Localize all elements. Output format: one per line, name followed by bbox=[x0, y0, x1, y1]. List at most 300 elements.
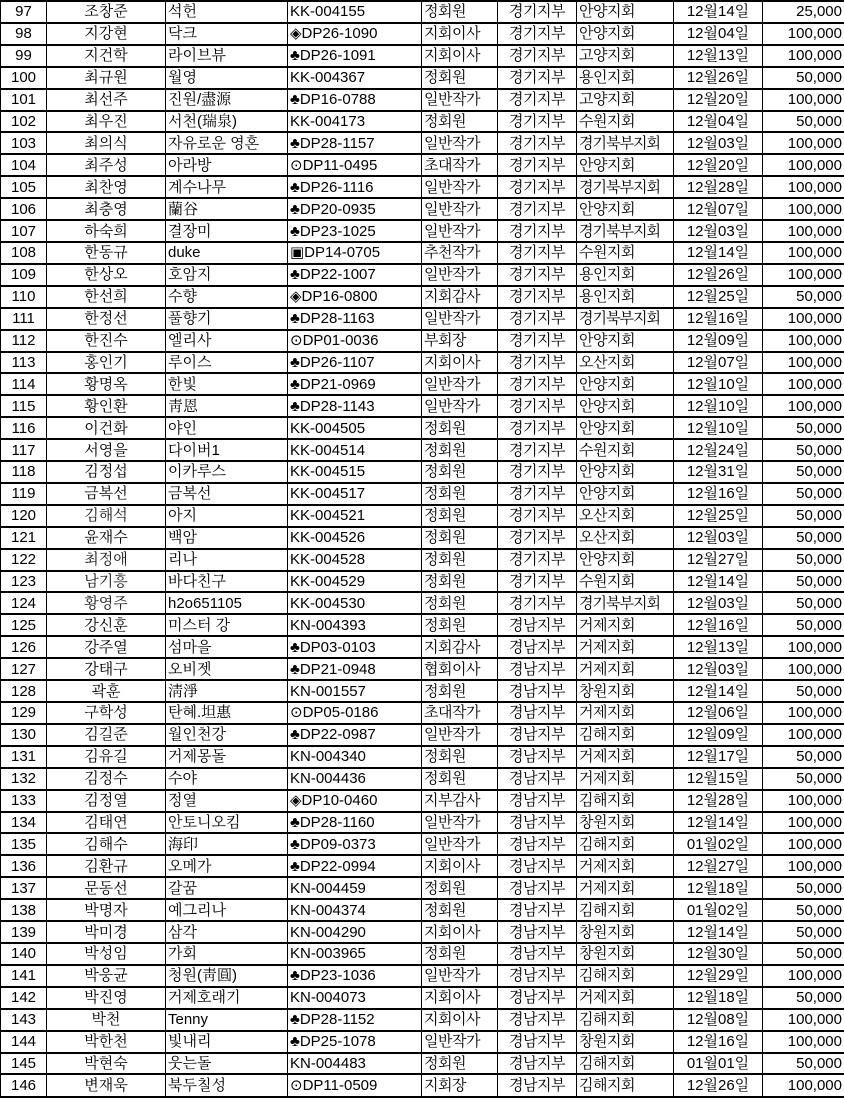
cell-name: 지강현 bbox=[47, 23, 166, 45]
cell-region: 경남지부 bbox=[498, 724, 577, 746]
table-row bbox=[1, 1074, 844, 1097]
cell-amount: 50,000 bbox=[763, 987, 844, 1009]
cell-id: ♣DP22-0987 bbox=[288, 724, 422, 746]
table-row bbox=[1, 1, 844, 23]
cell-name: 김정열 bbox=[47, 790, 166, 812]
cell-region: 경기지부 bbox=[498, 242, 577, 264]
cell-no: 98 bbox=[1, 23, 47, 45]
cell-grade: 부회장 bbox=[422, 330, 498, 352]
cell-branch: 오산지회 bbox=[577, 352, 674, 374]
cell-region: 경남지부 bbox=[498, 1053, 577, 1075]
cell-no: 123 bbox=[1, 571, 47, 593]
cell-grade: 초대작가 bbox=[422, 702, 498, 724]
cell-region: 경기지부 bbox=[498, 330, 577, 352]
table-row bbox=[1, 417, 844, 439]
cell-no: 101 bbox=[1, 89, 47, 111]
cell-name: 박명자 bbox=[47, 899, 166, 921]
cell-no: 97 bbox=[1, 1, 47, 23]
cell-region: 경남지부 bbox=[498, 921, 577, 943]
cell-no: 135 bbox=[1, 833, 47, 855]
cell-date: 12월16일 bbox=[674, 1031, 763, 1053]
table-row bbox=[1, 461, 844, 483]
cell-nick: 빛내리 bbox=[166, 1031, 288, 1053]
table-row bbox=[1, 987, 844, 1009]
cell-date: 12월09일 bbox=[674, 330, 763, 352]
table-row bbox=[1, 833, 844, 855]
cell-grade: 지회이사 bbox=[422, 45, 498, 67]
cell-no: 108 bbox=[1, 242, 47, 264]
cell-branch: 고양지회 bbox=[577, 45, 674, 67]
cell-grade: 일반작가 bbox=[422, 308, 498, 330]
cell-nick: 갈꿈 bbox=[166, 877, 288, 899]
cell-date: 12월03일 bbox=[674, 132, 763, 154]
cell-region: 경기지부 bbox=[498, 439, 577, 461]
cell-branch: 거제지회 bbox=[577, 702, 674, 724]
cell-no: 127 bbox=[1, 658, 47, 680]
cell-region: 경기지부 bbox=[498, 132, 577, 154]
cell-grade: 정회원 bbox=[422, 505, 498, 527]
cell-region: 경기지부 bbox=[498, 373, 577, 395]
cell-branch: 김해지회 bbox=[577, 965, 674, 987]
cell-amount: 50,000 bbox=[763, 111, 844, 133]
cell-nick: 가회 bbox=[166, 943, 288, 965]
cell-branch: 오산지회 bbox=[577, 505, 674, 527]
cell-date: 12월13일 bbox=[674, 45, 763, 67]
cell-date: 01월01일 bbox=[674, 1053, 763, 1075]
cell-id: ♣DP20-0935 bbox=[288, 198, 422, 220]
table-row bbox=[1, 899, 844, 921]
table-row bbox=[1, 176, 844, 198]
cell-date: 12월07일 bbox=[674, 198, 763, 220]
member-table-body bbox=[1, 1, 844, 1097]
cell-grade: 정회원 bbox=[422, 527, 498, 549]
cell-branch: 창원지회 bbox=[577, 812, 674, 834]
cell-nick: 엘리사 bbox=[166, 330, 288, 352]
cell-branch: 김해지회 bbox=[577, 1074, 674, 1097]
cell-no: 125 bbox=[1, 614, 47, 636]
cell-nick: 월인천강 bbox=[166, 724, 288, 746]
cell-branch: 창원지회 bbox=[577, 943, 674, 965]
cell-nick: 靑恩 bbox=[166, 395, 288, 417]
cell-amount: 50,000 bbox=[763, 527, 844, 549]
cell-amount: 100,000 bbox=[763, 812, 844, 834]
cell-no: 141 bbox=[1, 965, 47, 987]
cell-name: 한선희 bbox=[47, 286, 166, 308]
cell-nick: duke bbox=[166, 242, 288, 264]
cell-grade: 지회이사 bbox=[422, 987, 498, 1009]
cell-region: 경기지부 bbox=[498, 176, 577, 198]
cell-id: ♣DP03-0103 bbox=[288, 636, 422, 658]
cell-branch: 경기북부지회 bbox=[577, 592, 674, 614]
cell-region: 경기지부 bbox=[498, 111, 577, 133]
cell-grade: 정회원 bbox=[422, 549, 498, 571]
cell-no: 104 bbox=[1, 154, 47, 176]
cell-nick: h2o651105 bbox=[166, 592, 288, 614]
cell-branch: 안양지회 bbox=[577, 154, 674, 176]
cell-nick: 닥크 bbox=[166, 23, 288, 45]
cell-name: 구학성 bbox=[47, 702, 166, 724]
cell-no: 113 bbox=[1, 352, 47, 374]
cell-branch: 안양지회 bbox=[577, 549, 674, 571]
cell-region: 경남지부 bbox=[498, 1009, 577, 1031]
cell-id: ♣DP22-0994 bbox=[288, 855, 422, 877]
table-row bbox=[1, 286, 844, 308]
cell-name: 최우진 bbox=[47, 111, 166, 133]
cell-region: 경남지부 bbox=[498, 1074, 577, 1097]
table-row bbox=[1, 812, 844, 834]
cell-date: 12월16일 bbox=[674, 614, 763, 636]
table-row bbox=[1, 220, 844, 242]
cell-id: KK-004530 bbox=[288, 592, 422, 614]
cell-amount: 50,000 bbox=[763, 461, 844, 483]
table-row bbox=[1, 198, 844, 220]
table-row bbox=[1, 1031, 844, 1053]
cell-name: 최주성 bbox=[47, 154, 166, 176]
cell-region: 경기지부 bbox=[498, 571, 577, 593]
cell-name: 남기흥 bbox=[47, 571, 166, 593]
cell-nick: 거제호래기 bbox=[166, 987, 288, 1009]
cell-grade: 정회원 bbox=[422, 417, 498, 439]
cell-name: 한동규 bbox=[47, 242, 166, 264]
cell-id: ◈DP26-1090 bbox=[288, 23, 422, 45]
table-row bbox=[1, 264, 844, 286]
cell-grade: 지회장 bbox=[422, 1074, 498, 1097]
cell-date: 12월13일 bbox=[674, 636, 763, 658]
table-row bbox=[1, 1053, 844, 1075]
cell-region: 경남지부 bbox=[498, 746, 577, 768]
cell-name: 강신훈 bbox=[47, 614, 166, 636]
cell-date: 12월30일 bbox=[674, 943, 763, 965]
cell-grade: 일반작가 bbox=[422, 724, 498, 746]
cell-region: 경기지부 bbox=[498, 154, 577, 176]
cell-date: 12월14일 bbox=[674, 812, 763, 834]
cell-amount: 100,000 bbox=[763, 198, 844, 220]
cell-amount: 100,000 bbox=[763, 1009, 844, 1031]
cell-grade: 지회감사 bbox=[422, 286, 498, 308]
cell-id: ♣DP22-1007 bbox=[288, 264, 422, 286]
cell-grade: 일반작가 bbox=[422, 132, 498, 154]
cell-grade: 일반작가 bbox=[422, 833, 498, 855]
cell-nick: 다이버1 bbox=[166, 439, 288, 461]
cell-branch: 안양지회 bbox=[577, 461, 674, 483]
cell-amount: 100,000 bbox=[763, 395, 844, 417]
cell-id: ♣DP28-1143 bbox=[288, 395, 422, 417]
cell-grade: 정회원 bbox=[422, 899, 498, 921]
cell-id: KK-004529 bbox=[288, 571, 422, 593]
cell-id: KK-004155 bbox=[288, 1, 422, 23]
cell-grade: 정회원 bbox=[422, 943, 498, 965]
cell-grade: 정회원 bbox=[422, 439, 498, 461]
table-row bbox=[1, 132, 844, 154]
cell-name: 이건화 bbox=[47, 417, 166, 439]
table-row bbox=[1, 921, 844, 943]
cell-nick: 오메가 bbox=[166, 855, 288, 877]
table-row bbox=[1, 768, 844, 790]
cell-id: KK-004517 bbox=[288, 483, 422, 505]
cell-region: 경기지부 bbox=[498, 67, 577, 89]
cell-no: 134 bbox=[1, 812, 47, 834]
cell-date: 12월20일 bbox=[674, 154, 763, 176]
cell-region: 경기지부 bbox=[498, 198, 577, 220]
cell-date: 12월10일 bbox=[674, 417, 763, 439]
cell-amount: 100,000 bbox=[763, 89, 844, 111]
cell-id: KK-004514 bbox=[288, 439, 422, 461]
table-row bbox=[1, 373, 844, 395]
cell-amount: 100,000 bbox=[763, 1074, 844, 1097]
cell-date: 12월26일 bbox=[674, 264, 763, 286]
cell-region: 경남지부 bbox=[498, 1031, 577, 1053]
cell-amount: 50,000 bbox=[763, 680, 844, 702]
table-row bbox=[1, 395, 844, 417]
cell-nick: 계수나무 bbox=[166, 176, 288, 198]
cell-date: 12월27일 bbox=[674, 549, 763, 571]
cell-name: 강주열 bbox=[47, 636, 166, 658]
cell-region: 경남지부 bbox=[498, 614, 577, 636]
cell-date: 12월03일 bbox=[674, 658, 763, 680]
cell-region: 경남지부 bbox=[498, 812, 577, 834]
cell-amount: 50,000 bbox=[763, 899, 844, 921]
cell-no: 145 bbox=[1, 1053, 47, 1075]
cell-no: 99 bbox=[1, 45, 47, 67]
cell-date: 12월26일 bbox=[674, 1074, 763, 1097]
cell-amount: 25,000 bbox=[763, 1, 844, 23]
cell-id: KK-004505 bbox=[288, 417, 422, 439]
cell-grade: 정회원 bbox=[422, 746, 498, 768]
cell-nick: 서천(瑞泉) bbox=[166, 111, 288, 133]
cell-date: 12월03일 bbox=[674, 220, 763, 242]
table-row bbox=[1, 571, 844, 593]
table-row bbox=[1, 154, 844, 176]
cell-nick: 미스터 강 bbox=[166, 614, 288, 636]
cell-id: ♣DP09-0373 bbox=[288, 833, 422, 855]
cell-region: 경남지부 bbox=[498, 702, 577, 724]
cell-branch: 김해지회 bbox=[577, 1053, 674, 1075]
cell-grade: 지회이사 bbox=[422, 921, 498, 943]
cell-name: 박미경 bbox=[47, 921, 166, 943]
cell-grade: 협회이사 bbox=[422, 658, 498, 680]
cell-date: 12월14일 bbox=[674, 1, 763, 23]
cell-branch: 거제지회 bbox=[577, 855, 674, 877]
cell-no: 142 bbox=[1, 987, 47, 1009]
cell-id: KK-004367 bbox=[288, 67, 422, 89]
table-row bbox=[1, 308, 844, 330]
cell-nick: 淸淨 bbox=[166, 680, 288, 702]
cell-branch: 경기북부지회 bbox=[577, 308, 674, 330]
cell-name: 윤재수 bbox=[47, 527, 166, 549]
cell-date: 12월04일 bbox=[674, 23, 763, 45]
cell-name: 홍인기 bbox=[47, 352, 166, 374]
cell-no: 137 bbox=[1, 877, 47, 899]
table-row bbox=[1, 724, 844, 746]
table-row bbox=[1, 855, 844, 877]
table-row bbox=[1, 505, 844, 527]
cell-id: KN-004290 bbox=[288, 921, 422, 943]
cell-date: 12월29일 bbox=[674, 965, 763, 987]
cell-nick: 이카루스 bbox=[166, 461, 288, 483]
cell-no: 140 bbox=[1, 943, 47, 965]
cell-no: 129 bbox=[1, 702, 47, 724]
cell-branch: 창원지회 bbox=[577, 921, 674, 943]
cell-grade: 정회원 bbox=[422, 111, 498, 133]
cell-branch: 오산지회 bbox=[577, 527, 674, 549]
cell-branch: 김해지회 bbox=[577, 1009, 674, 1031]
table-row bbox=[1, 614, 844, 636]
cell-branch: 안양지회 bbox=[577, 330, 674, 352]
cell-no: 132 bbox=[1, 768, 47, 790]
cell-amount: 100,000 bbox=[763, 352, 844, 374]
cell-id: ♣DP26-1107 bbox=[288, 352, 422, 374]
cell-name: 강태구 bbox=[47, 658, 166, 680]
table-row bbox=[1, 680, 844, 702]
cell-id: ▣DP14-0705 bbox=[288, 242, 422, 264]
cell-date: 12월10일 bbox=[674, 395, 763, 417]
cell-amount: 50,000 bbox=[763, 417, 844, 439]
cell-name: 박진영 bbox=[47, 987, 166, 1009]
cell-region: 경기지부 bbox=[498, 1, 577, 23]
cell-no: 136 bbox=[1, 855, 47, 877]
cell-nick: 수야 bbox=[166, 768, 288, 790]
cell-no: 107 bbox=[1, 220, 47, 242]
table-row bbox=[1, 592, 844, 614]
cell-id: KN-004374 bbox=[288, 899, 422, 921]
cell-nick: 섬마을 bbox=[166, 636, 288, 658]
cell-branch: 김해지회 bbox=[577, 833, 674, 855]
cell-id: ♣DP23-1025 bbox=[288, 220, 422, 242]
cell-name: 곽훈 bbox=[47, 680, 166, 702]
cell-nick: 예그리나 bbox=[166, 899, 288, 921]
cell-id: KK-004528 bbox=[288, 549, 422, 571]
cell-grade: 정회원 bbox=[422, 67, 498, 89]
cell-id: ♣DP28-1160 bbox=[288, 812, 422, 834]
cell-no: 102 bbox=[1, 111, 47, 133]
cell-grade: 지회이사 bbox=[422, 1009, 498, 1031]
cell-nick: 진원/盡源 bbox=[166, 89, 288, 111]
cell-region: 경남지부 bbox=[498, 768, 577, 790]
cell-region: 경남지부 bbox=[498, 833, 577, 855]
cell-amount: 100,000 bbox=[763, 330, 844, 352]
cell-branch: 김해지회 bbox=[577, 899, 674, 921]
cell-name: 박현숙 bbox=[47, 1053, 166, 1075]
cell-name: 박천 bbox=[47, 1009, 166, 1031]
cell-branch: 용인지회 bbox=[577, 286, 674, 308]
table-row bbox=[1, 330, 844, 352]
cell-amount: 100,000 bbox=[763, 264, 844, 286]
table-row bbox=[1, 483, 844, 505]
cell-id: ◈DP16-0800 bbox=[288, 286, 422, 308]
cell-id: KN-004436 bbox=[288, 768, 422, 790]
cell-date: 12월14일 bbox=[674, 921, 763, 943]
cell-region: 경기지부 bbox=[498, 505, 577, 527]
cell-grade: 지회감사 bbox=[422, 636, 498, 658]
table-row bbox=[1, 439, 844, 461]
cell-name: 하숙희 bbox=[47, 220, 166, 242]
cell-date: 12월04일 bbox=[674, 111, 763, 133]
cell-date: 01월02일 bbox=[674, 899, 763, 921]
cell-grade: 일반작가 bbox=[422, 373, 498, 395]
cell-date: 12월25일 bbox=[674, 286, 763, 308]
cell-nick: 오비젯 bbox=[166, 658, 288, 680]
table-row bbox=[1, 549, 844, 571]
cell-amount: 50,000 bbox=[763, 67, 844, 89]
table-row bbox=[1, 89, 844, 111]
cell-date: 12월14일 bbox=[674, 242, 763, 264]
cell-branch: 거제지회 bbox=[577, 614, 674, 636]
cell-date: 12월18일 bbox=[674, 877, 763, 899]
cell-no: 138 bbox=[1, 899, 47, 921]
cell-id: ♣DP21-0948 bbox=[288, 658, 422, 680]
cell-nick: 백암 bbox=[166, 527, 288, 549]
cell-nick: 풀향기 bbox=[166, 308, 288, 330]
cell-amount: 50,000 bbox=[763, 592, 844, 614]
cell-nick: 청원(靑圓) bbox=[166, 965, 288, 987]
table-row bbox=[1, 1009, 844, 1031]
cell-nick: 탄혜.坦惠 bbox=[166, 702, 288, 724]
cell-no: 130 bbox=[1, 724, 47, 746]
cell-branch: 안양지회 bbox=[577, 395, 674, 417]
cell-name: 최규원 bbox=[47, 67, 166, 89]
cell-nick: 海印 bbox=[166, 833, 288, 855]
cell-grade: 정회원 bbox=[422, 1, 498, 23]
cell-date: 12월25일 bbox=[674, 505, 763, 527]
cell-amount: 100,000 bbox=[763, 855, 844, 877]
cell-name: 한상오 bbox=[47, 264, 166, 286]
cell-date: 12월03일 bbox=[674, 527, 763, 549]
cell-nick: 라이브뷰 bbox=[166, 45, 288, 67]
cell-grade: 일반작가 bbox=[422, 965, 498, 987]
cell-id: KN-003965 bbox=[288, 943, 422, 965]
cell-branch: 용인지회 bbox=[577, 67, 674, 89]
cell-no: 131 bbox=[1, 746, 47, 768]
cell-branch: 거제지회 bbox=[577, 658, 674, 680]
cell-amount: 100,000 bbox=[763, 658, 844, 680]
cell-amount: 50,000 bbox=[763, 943, 844, 965]
table-row bbox=[1, 965, 844, 987]
cell-date: 12월16일 bbox=[674, 308, 763, 330]
table-row bbox=[1, 352, 844, 374]
cell-region: 경기지부 bbox=[498, 461, 577, 483]
table-row bbox=[1, 636, 844, 658]
cell-id: KK-004526 bbox=[288, 527, 422, 549]
cell-amount: 100,000 bbox=[763, 45, 844, 67]
cell-amount: 100,000 bbox=[763, 23, 844, 45]
cell-name: 문동선 bbox=[47, 877, 166, 899]
cell-no: 133 bbox=[1, 790, 47, 812]
cell-amount: 50,000 bbox=[763, 549, 844, 571]
cell-nick: 자유로운 영혼 bbox=[166, 132, 288, 154]
cell-name: 김정수 bbox=[47, 768, 166, 790]
cell-date: 12월07일 bbox=[674, 352, 763, 374]
cell-nick: 아라방 bbox=[166, 154, 288, 176]
cell-region: 경기지부 bbox=[498, 592, 577, 614]
cell-region: 경남지부 bbox=[498, 877, 577, 899]
cell-region: 경남지부 bbox=[498, 680, 577, 702]
cell-region: 경남지부 bbox=[498, 790, 577, 812]
cell-region: 경기지부 bbox=[498, 527, 577, 549]
cell-nick: 리나 bbox=[166, 549, 288, 571]
cell-nick: 거제몽돌 bbox=[166, 746, 288, 768]
cell-no: 117 bbox=[1, 439, 47, 461]
cell-name: 황영주 bbox=[47, 592, 166, 614]
cell-grade: 정회원 bbox=[422, 592, 498, 614]
cell-branch: 안양지회 bbox=[577, 23, 674, 45]
cell-region: 경기지부 bbox=[498, 89, 577, 111]
cell-date: 12월20일 bbox=[674, 89, 763, 111]
cell-grade: 일반작가 bbox=[422, 395, 498, 417]
cell-amount: 50,000 bbox=[763, 286, 844, 308]
cell-region: 경기지부 bbox=[498, 352, 577, 374]
cell-no: 121 bbox=[1, 527, 47, 549]
cell-amount: 100,000 bbox=[763, 176, 844, 198]
